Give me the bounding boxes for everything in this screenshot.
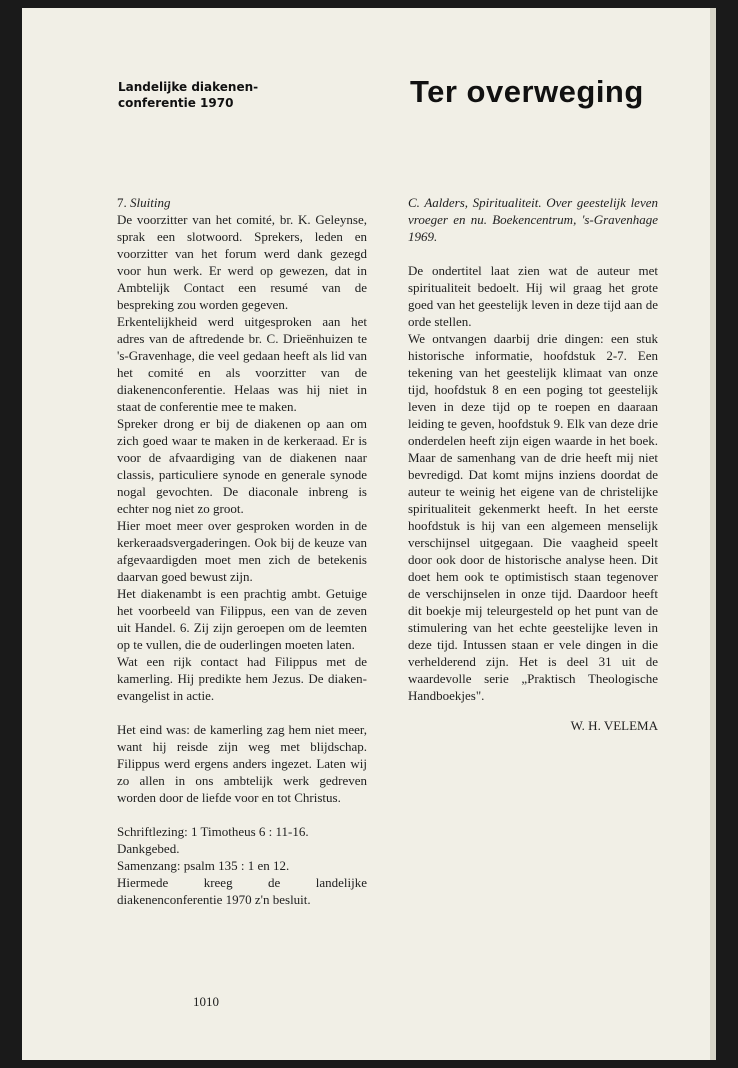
paragraph: We ontvangen daarbij drie dingen: een stuk historische informatie, hoofdstuk 2-7. Een tekening van het geestelijk klimaat van onze tijd, hoofdstuk 8 en een poging tot geestelijk leven in deze tijd op te roepen en daaraan leiding te geven, hoofdstuk 9. Elk van deze drie onderdelen heeft zijn eigen waarde in het boek. Maar de samenhang van de drie heeft mij niet bevredigd. Dat komt mijns inziens doordat de auteur te weinig het eigene van de christelijke spiritualiteit gekenmerkt heeft. In het eerste hoofdstuk is hij van een algemeen menselijk verschijnsel uitgegaan. Die vaagheid speelt door ook door de historische analyse heen. Dit doet hem ook te optimistisch staan tegenover de verschijnselen in onze tijd. Daardoor heeft dit boekje mij teleurgesteld op het punt van de stimulering van het echte geestelijke leven in deze tijd. Intussen staan er vele dingen in die verhelderend zijn. Het is deel 31 uit de waardevolle serie „Praktisch Theologische Handboekjes". xyxy=(408,331,658,703)
section-number: 7. xyxy=(117,195,127,210)
section-title: Ter overweging xyxy=(410,74,644,109)
section-heading xyxy=(117,194,367,211)
paragraph: Hier moet meer over gesproken worden in de kerkeraadsvergaderingen. Ook bij de keuze van afgevaardigden moet men zich de betekenis daarvan goed bewust zijn. xyxy=(117,518,367,584)
running-header-line-2: conferentie 1970 xyxy=(118,96,234,110)
paragraph: Het eind was: de kamerling zag hem niet meer, want hij reisde zijn weg met blijdschap. Filippus werd ergens anders ingezet. Laten wij zo allen in ons ambtelijk werk gedreven worden door de liefde voor en tot Christus. xyxy=(117,722,367,805)
page-number: 1010 xyxy=(193,994,219,1009)
right-column xyxy=(408,194,658,734)
paragraph: De voorzitter van het comité, br. K. Geleynse, sprak een slotwoord. Sprekers, leden en voorzitter van het forum werd dank gezegd voor hun werk. Er werd op gewezen, dat in Ambtelijk Contact een resumé van de bespreking zou worden gegeven. xyxy=(117,212,367,312)
paragraph: De ondertitel laat zien wat de auteur met spiritualiteit bedoelt. Hij wil graag het grote goed van het geestelijk leven in deze tijd aan de orde stellen. xyxy=(408,263,658,329)
book-citation: C. Aalders, Spiritualiteit. Over geestelijk leven vroeger en nu. Boekencentrum, 's-Gravenhage 1969. xyxy=(408,195,658,244)
paragraph: Spreker drong er bij de diakenen op aan om zich goed waar te maken in de kerkeraad. Er is voor de afvaardiging van de diakenen naar classis, particuliere synode en generale synode nogal gevochten. De diaconale inbreng is echter nog niet zo groot. xyxy=(117,416,367,516)
running-header-line-1: Landelijke diakenen- xyxy=(118,80,259,94)
paragraph: Wat een rijk contact had Filippus met de kamerling. Hij predikte hem Jezus. De diaken-evangelist in actie. xyxy=(117,654,367,703)
page-edge xyxy=(710,8,716,1060)
service-line: Schriftlezing: 1 Timotheus 6 : 11-16. xyxy=(117,824,309,839)
service-line: Samenzang: psalm 135 : 1 en 12. xyxy=(117,858,290,873)
service-line: Dankgebed. xyxy=(117,841,180,856)
paragraph: Het diakenambt is een prachtig ambt. Getuige het voorbeeld van Filippus, een van de zeven uit Handel. 6. Zij zijn geroepen om de leemten op te vullen, die de ouderlingen moeten laten. xyxy=(117,586,367,652)
service-line: Hiermede kreeg de landelijke diakenenconferentie 1970 z'n besluit. xyxy=(117,875,367,907)
running-header xyxy=(118,79,318,111)
author-signature: W. H. VELEMA xyxy=(570,718,658,733)
paragraph: Erkentelijkheid werd uitgesproken aan het adres van de aftredende br. C. Drieënhuizen te 's-Gravenhage, die veel gedaan heeft als lid van het comité en als voorzitter van de diakenenconferentie. Helaas was hij niet in staat de conferentie mee te maken. xyxy=(117,314,367,414)
document-page xyxy=(22,8,716,1060)
section-subtitle: Sluiting xyxy=(130,195,171,210)
left-column xyxy=(117,194,367,908)
